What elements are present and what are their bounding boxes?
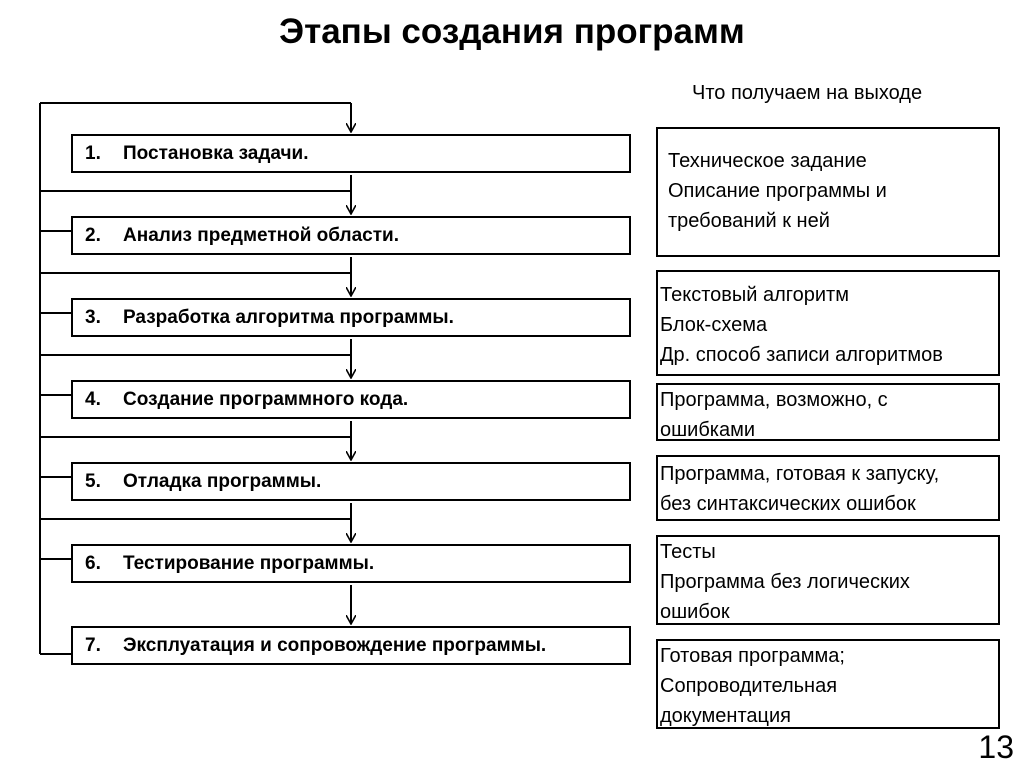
stage-box-7 bbox=[71, 626, 631, 665]
page-title: Этапы создания программ bbox=[279, 12, 745, 51]
stage-number: 2. bbox=[85, 225, 101, 246]
stage-box-5 bbox=[71, 462, 631, 501]
stage-box-4 bbox=[71, 380, 631, 419]
stage-label: Эксплуатация и сопровождение программы. bbox=[123, 635, 547, 656]
stage-number: 3. bbox=[85, 307, 101, 328]
stage-number: 4. bbox=[85, 389, 101, 410]
stage-label: Постановка задачи. bbox=[123, 143, 309, 164]
output-box-2 bbox=[656, 270, 1000, 376]
output-line: ошибками bbox=[660, 419, 756, 441]
output-line: Программа, возможно, с bbox=[660, 389, 888, 411]
stage-label: Создание программного кода. bbox=[123, 389, 409, 410]
output-line: Тесты bbox=[660, 541, 716, 563]
output-line: Программа без логических bbox=[660, 571, 910, 593]
stage-box-1 bbox=[71, 134, 631, 173]
output-header: Что получаем на выходе bbox=[692, 82, 923, 104]
output-box-4 bbox=[656, 455, 1000, 521]
output-line: Текстовый алгоритм bbox=[660, 284, 849, 306]
output-box-1 bbox=[656, 127, 1000, 257]
stage-number: 5. bbox=[85, 471, 101, 492]
stage-label: Анализ предметной области. bbox=[123, 225, 400, 246]
output-line: документация bbox=[660, 705, 791, 727]
output-line: Блок-схема bbox=[660, 314, 768, 336]
stage-number: 7. bbox=[85, 635, 101, 656]
output-line: Программа, готовая к запуску, bbox=[660, 463, 940, 485]
output-line: без синтаксических ошибок bbox=[660, 493, 916, 515]
output-box-6 bbox=[656, 639, 1000, 729]
output-line: Описание программы и bbox=[668, 180, 887, 202]
stage-box-2 bbox=[71, 216, 631, 255]
output-line: Др. способ записи алгоритмов bbox=[660, 344, 943, 366]
output-line: Готовая программа; bbox=[660, 645, 845, 667]
stage-box-3 bbox=[71, 298, 631, 337]
stage-number: 6. bbox=[85, 553, 101, 574]
output-box-5 bbox=[656, 535, 1000, 625]
output-line: Техническое задание bbox=[668, 150, 867, 172]
stage-label: Отладка программы. bbox=[123, 471, 322, 492]
output-line: требований к ней bbox=[668, 210, 830, 232]
output-line: Сопроводительная bbox=[660, 675, 838, 697]
stage-number: 1. bbox=[85, 143, 101, 164]
stage-box-6 bbox=[71, 544, 631, 583]
stage-label: Разработка алгоритма программы. bbox=[123, 307, 454, 328]
output-box-3 bbox=[656, 383, 1000, 441]
page-number: 13 bbox=[978, 729, 1014, 765]
output-line: ошибок bbox=[660, 601, 730, 623]
stage-label: Тестирование программы. bbox=[123, 553, 375, 574]
